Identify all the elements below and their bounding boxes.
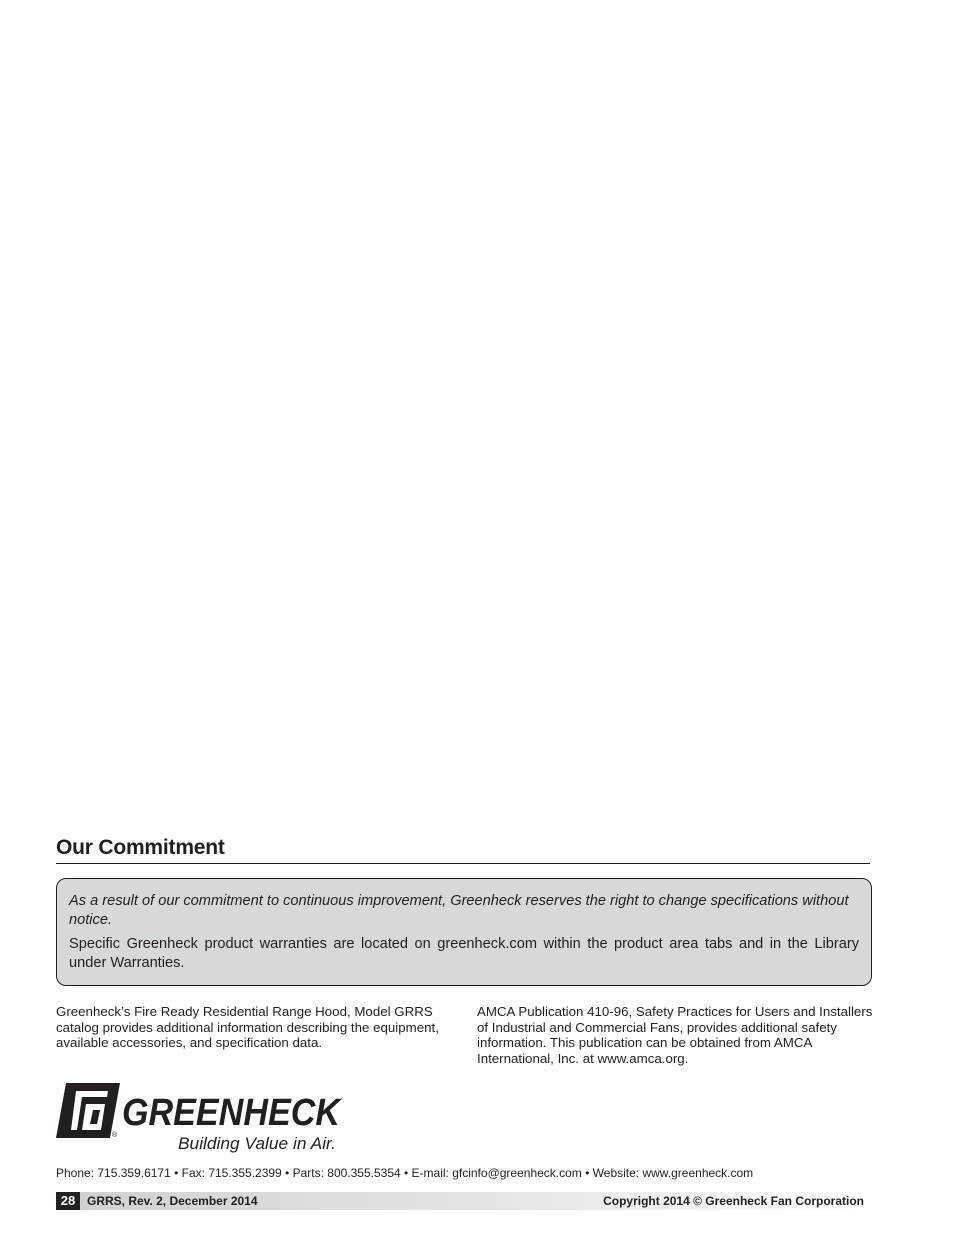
amca-info-text: AMCA Publication 410-96, Safety Practices for Users and Installers of Industrial and Commercial Fans, provides additional safety information. This publication can be obtained from AMCA International, Inc. at www.amca.org. (477, 1004, 873, 1066)
section-heading: Our Commitment (56, 836, 225, 859)
copyright-notice: Copyright 2014 © Greenheck Fan Corporation (603, 1194, 864, 1208)
logo-tagline: Building Value in Air. (178, 1134, 336, 1153)
greenheck-emblem-icon (56, 1083, 120, 1138)
notice-warranty-text: Specific Greenheck product warranties are located on greenheck.com within the product area tabs and in the Library under Warranties. (69, 936, 859, 971)
greenheck-logo (56, 1083, 346, 1155)
catalog-info-text: Greenheck’s Fire Ready Residential Range Hood, Model GRRS catalog provides additional information describing the equipment, available accessories, and specification data. (56, 1004, 439, 1051)
page-footer (56, 1192, 870, 1210)
logo-wordmark: GREENHECK (122, 1092, 343, 1134)
page-number: 28 (56, 1192, 80, 1210)
registered-mark: ® (112, 1132, 118, 1139)
heading-divider (56, 863, 870, 864)
commitment-notice-box (56, 878, 872, 986)
contact-line: Phone: 715.359.6171 • Fax: 715.355.2399 • Parts: 800.355.5354 • E-mail: gfcinfo@greenheck.com • Website: www.greenheck.com (56, 1166, 754, 1180)
notice-italic-text: As a result of our commitment to continuous improvement, Greenheck reserves the right to change specifications without notice. (69, 893, 849, 928)
document-revision: GRRS, Rev. 2, December 2014 (87, 1194, 258, 1208)
